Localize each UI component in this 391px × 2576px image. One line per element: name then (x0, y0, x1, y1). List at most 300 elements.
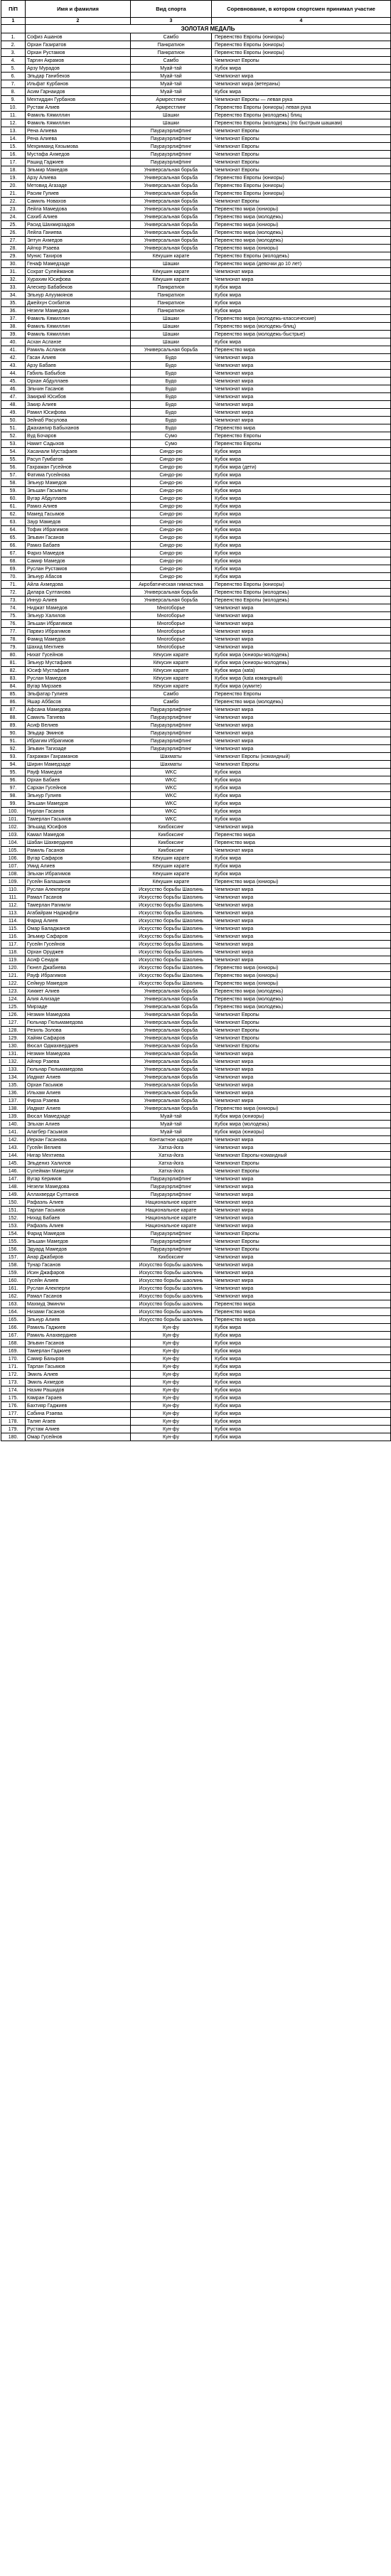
row-number: 89. (1, 722, 26, 729)
table-row (1, 464, 391, 471)
row-athlete-name: Алия Ализаде (26, 995, 131, 1003)
row-competition: Кубок мира (212, 565, 391, 573)
row-number: 78. (1, 636, 26, 643)
row-sport: Универсальная борьба (131, 213, 212, 221)
row-competition: Кубок мира (212, 855, 391, 862)
row-sport: Универсальная борьба (131, 1058, 212, 1066)
row-number: 35. (1, 299, 26, 307)
row-athlete-name: Вуд Бочаров (26, 432, 131, 440)
row-number: 122. (1, 980, 26, 988)
row-number: 72. (1, 589, 26, 597)
table-row (1, 307, 391, 315)
row-athlete-name: Таргин Акрамов (26, 57, 131, 65)
table-row (1, 956, 391, 964)
row-number: 105. (1, 847, 26, 855)
table-row (1, 1316, 391, 1324)
row-competition: Чемпионат мира (212, 1207, 391, 1214)
row-athlete-name: Фамид Мамедов (26, 636, 131, 643)
row-sport: Хатха-йога (131, 1144, 212, 1152)
row-sport: Синдо-рю (131, 550, 212, 557)
row-number: 33. (1, 284, 26, 292)
row-competition: Кубок мира (212, 1371, 391, 1379)
table-row (1, 784, 391, 792)
row-sport: Кун-фу (131, 1355, 212, 1363)
row-athlete-name: Расид Шахмирзадов (26, 221, 131, 229)
row-number: 54. (1, 448, 26, 456)
row-number: 5. (1, 65, 26, 73)
row-competition: Первенство Европы (юниоры) (212, 174, 391, 182)
row-athlete-name: Эдуард Мамедов (26, 1246, 131, 1254)
table-row (1, 1160, 391, 1167)
table-row (1, 675, 391, 683)
table-row (1, 1285, 391, 1293)
row-athlete-name: Вугар Керимов (26, 1175, 131, 1183)
row-number: 180. (1, 1433, 26, 1441)
row-sport: Универсальная борьба (131, 237, 212, 245)
row-sport: Синдо-рю (131, 565, 212, 573)
table-row (1, 972, 391, 980)
row-competition: Кубок мира (кata) (212, 667, 391, 675)
row-sport: Универсальная борьба (131, 1074, 212, 1081)
row-number: 58. (1, 479, 26, 487)
row-athlete-name: Иеркан Гасанова (26, 1136, 131, 1144)
table-row (1, 1105, 391, 1113)
row-sport: Национальное карате (131, 1199, 212, 1207)
row-athlete-name: Эльнур Абасов (26, 573, 131, 581)
row-number: 153. (1, 1222, 26, 1230)
table-row (1, 1097, 391, 1105)
table-row (1, 800, 391, 808)
row-competition: Чемпионат Европы (212, 159, 391, 166)
row-number: 114. (1, 917, 26, 925)
row-athlete-name: Сеймур Мамедов (26, 980, 131, 988)
row-sport: Универсальная борьба (131, 229, 212, 237)
row-number: 53. (1, 440, 26, 448)
row-competition: Кубок мира (юниоры) (212, 1128, 391, 1136)
row-sport: Универсальная борьба (131, 589, 212, 597)
row-number: 56. (1, 464, 26, 471)
row-athlete-name: Вугар Абдуллаев (26, 495, 131, 503)
table-row (1, 690, 391, 698)
table-row (1, 792, 391, 800)
table-row (1, 385, 391, 393)
row-athlete-name: Тофик Ибрагимов (26, 526, 131, 534)
row-number: 22. (1, 198, 26, 205)
row-athlete-name: Мирзаде (26, 1003, 131, 1011)
table-row (1, 831, 391, 839)
row-competition: Кубок мира (212, 534, 391, 542)
row-competition: Кубок мира (212, 518, 391, 526)
row-number: 144. (1, 1152, 26, 1160)
row-athlete-name: Асхан Асланзе (26, 338, 131, 346)
row-competition: Первенство Европы (молодежь) (212, 597, 391, 604)
row-sport: Кун-фу (131, 1379, 212, 1386)
row-sport: Паурауэрлифтинг (131, 1191, 212, 1199)
row-competition: Первенство Европы (молодежь) блиц (212, 112, 391, 119)
row-number: 71. (1, 581, 26, 589)
row-sport: Многоборье (131, 628, 212, 636)
row-number: 145. (1, 1160, 26, 1167)
row-number: 64. (1, 526, 26, 534)
row-sport: Панкратион (131, 299, 212, 307)
table-row (1, 839, 391, 847)
row-athlete-name: Гусейн Велиев (26, 1144, 131, 1152)
row-competition: Чемпионат мира (212, 417, 391, 424)
row-sport: Кикбоксинг (131, 839, 212, 847)
row-competition: Чемпионат мира (212, 1261, 391, 1269)
row-athlete-name: Вюсал Одмахвердиев (26, 1042, 131, 1050)
table-row (1, 1261, 391, 1269)
row-competition: Кубок мира (212, 487, 391, 495)
row-competition: Чемпионат мира (212, 706, 391, 714)
row-number: 40. (1, 338, 26, 346)
row-competition: Первенство мира (молодежь) (212, 229, 391, 237)
row-athlete-name: Рамиль Гасанов (26, 847, 131, 855)
row-competition: Первенство мира (юниоры) (212, 972, 391, 980)
table-row (1, 550, 391, 557)
row-number: 29. (1, 252, 26, 260)
row-athlete-name: Хурахим Юсифова (26, 276, 131, 284)
row-competition: Чемпионат мира (212, 1277, 391, 1285)
row-number: 134. (1, 1074, 26, 1081)
row-number: 44. (1, 370, 26, 378)
table-row (1, 683, 391, 690)
row-number: 154. (1, 1230, 26, 1238)
row-sport: Сумо (131, 440, 212, 448)
row-sport: Универсальная борьба (131, 1097, 212, 1105)
row-number: 137. (1, 1097, 26, 1105)
table-row (1, 393, 391, 401)
row-athlete-name: Лейла Ганиева (26, 229, 131, 237)
row-sport: Паурауэрлифтинг (131, 1238, 212, 1246)
row-number: 55. (1, 456, 26, 464)
row-number: 140. (1, 1121, 26, 1128)
table-row (1, 432, 391, 440)
table-row (1, 503, 391, 511)
row-number: 123. (1, 988, 26, 995)
row-competition: Первенство мира (юниоры) (212, 878, 391, 886)
row-athlete-name: Сабина Рзаева (26, 1410, 131, 1418)
row-athlete-name: Омар Баладжанов (26, 925, 131, 933)
row-competition: Кубок мира (212, 456, 391, 464)
row-sport: Хатха-йога (131, 1167, 212, 1175)
table-row (1, 894, 391, 902)
row-number: 101. (1, 816, 26, 823)
row-sport: Кёкушин карате (131, 862, 212, 870)
row-number: 178. (1, 1418, 26, 1426)
row-sport: Искусство борьбы шаолинь (131, 1261, 212, 1269)
table-row (1, 1347, 391, 1355)
row-number: 50. (1, 417, 26, 424)
row-competition: Чемпионат мира (212, 620, 391, 628)
row-competition: Первенство мира (девочки до 10 лет) (212, 260, 391, 268)
row-sport: Кёкусин карате (131, 683, 212, 690)
row-sport: Паурауэрлифтинг (131, 1230, 212, 1238)
row-competition: Первенство Европы (юниоры) (212, 182, 391, 190)
table-row (1, 323, 391, 331)
row-sport: Синдо-рю (131, 448, 212, 456)
row-number: 41. (1, 346, 26, 354)
row-competition: Кубок мира (212, 557, 391, 565)
row-athlete-name: Рена Алиева (26, 135, 131, 143)
row-competition: Кубок мира (212, 284, 391, 292)
row-sport: Искусство борьбы Шаолинь (131, 894, 212, 902)
table-row (1, 127, 391, 135)
row-sport: Муай-тай (131, 80, 212, 88)
row-competition: Первенство мира (юниоры) (212, 245, 391, 252)
table-row (1, 143, 391, 151)
row-sport: Синдо-рю (131, 471, 212, 479)
row-sport: Будо (131, 409, 212, 417)
header-name: Имя и фамилия (26, 1, 131, 18)
row-number: 107. (1, 862, 26, 870)
row-number: 52. (1, 432, 26, 440)
table-row (1, 1050, 391, 1058)
row-competition: Чемпионат мира (212, 1058, 391, 1066)
row-sport: WKC (131, 816, 212, 823)
row-competition: Кубок мира (молодежь) (212, 1121, 391, 1128)
row-number: 127. (1, 1019, 26, 1027)
row-competition: Чемпионат Европы (212, 151, 391, 159)
table-row (1, 862, 391, 870)
row-athlete-name: Орхан Бабаев (26, 776, 131, 784)
table-row (1, 1011, 391, 1019)
row-athlete-name: Шабан Шахвердиев (26, 839, 131, 847)
row-number: 43. (1, 362, 26, 370)
row-number: 12. (1, 119, 26, 127)
row-athlete-name: Асиф Велиев (26, 722, 131, 729)
row-sport: Кун-фу (131, 1394, 212, 1402)
table-row (1, 1308, 391, 1316)
row-number: 162. (1, 1293, 26, 1300)
row-sport: Шашки (131, 260, 212, 268)
row-athlete-name: Эльдениз Халилов (26, 1160, 131, 1167)
row-competition: Первенство Европы (юниоры) (212, 49, 391, 57)
table-row (1, 198, 391, 205)
row-athlete-name: Ширин Мамедзаде (26, 761, 131, 769)
row-athlete-name: Юсиф Мустафаев (26, 667, 131, 675)
table-row (1, 1386, 391, 1394)
row-sport: Кун-фу (131, 1371, 212, 1379)
table-row (1, 589, 391, 597)
row-athlete-name: Хасанали Мустафаев (26, 448, 131, 456)
row-sport: Паурауэрлифтинг (131, 143, 212, 151)
row-competition: Чемпионат мира (212, 909, 391, 917)
row-athlete-name: Гусейн Гусейнов (26, 941, 131, 948)
table-row (1, 1113, 391, 1121)
row-athlete-name: Рашид Гаджиев (26, 159, 131, 166)
table-row (1, 276, 391, 284)
row-athlete-name: Фамиль Кямиллин (26, 315, 131, 323)
row-athlete-name: Эльхан Алиев (26, 1121, 131, 1128)
row-competition: Чемпионат Европы — левая рука (212, 96, 391, 104)
row-number: 81. (1, 659, 26, 667)
row-sport: Кёкушин карате (131, 870, 212, 878)
row-sport: Самбо (131, 33, 212, 41)
table-row (1, 213, 391, 221)
row-sport: Искусство борьбы шаолинь (131, 1285, 212, 1293)
row-number: 45. (1, 378, 26, 385)
row-competition: Кубок мира (212, 1433, 391, 1441)
row-competition: Кубок мира (212, 816, 391, 823)
index-3: 3 (131, 18, 212, 25)
row-sport: Искусство борьбы шаолинь (131, 1308, 212, 1316)
row-number: 113. (1, 909, 26, 917)
table-row (1, 1340, 391, 1347)
row-athlete-name: Эльшан Мамедов (26, 1238, 131, 1246)
row-number: 76. (1, 620, 26, 628)
row-competition: Кубок мира (212, 65, 391, 73)
row-number: 128. (1, 1027, 26, 1035)
row-competition: Чемпионат мира (212, 714, 391, 722)
row-sport: Муай-тай (131, 1113, 212, 1121)
row-number: 31. (1, 268, 26, 276)
row-number: 7. (1, 80, 26, 88)
row-athlete-name: Эльшан Ибрагимов (26, 620, 131, 628)
row-sport: Шашки (131, 323, 212, 331)
row-athlete-name: Незмин Мамедова (26, 1011, 131, 1019)
row-athlete-name: Тамерлан Рагимли (26, 902, 131, 909)
table-row (1, 557, 391, 565)
row-number: 60. (1, 495, 26, 503)
table-row (1, 1167, 391, 1175)
row-sport: Универсальная борьба (131, 190, 212, 198)
table-row (1, 424, 391, 432)
table-row (1, 597, 391, 604)
row-number: 62. (1, 511, 26, 518)
row-athlete-name: Алескер Бабабеков (26, 284, 131, 292)
row-number: 36. (1, 307, 26, 315)
row-number: 96. (1, 776, 26, 784)
row-number: 98. (1, 792, 26, 800)
row-athlete-name: Самиль Тагиева (26, 714, 131, 722)
row-athlete-name: Эльнур Мамедов (26, 479, 131, 487)
table-row (1, 190, 391, 198)
row-number: 126. (1, 1011, 26, 1019)
row-number: 74. (1, 604, 26, 612)
row-number: 66. (1, 542, 26, 550)
row-athlete-name: Рамал Гасанов (26, 894, 131, 902)
row-sport: Самбо (131, 57, 212, 65)
index-1: 1 (1, 18, 26, 25)
row-athlete-name: Рафаэль Алиев (26, 1222, 131, 1230)
row-sport: Муай-тай (131, 88, 212, 96)
row-sport: Шашки (131, 338, 212, 346)
row-athlete-name: Рамиз Алиев (26, 503, 131, 511)
row-number: 69. (1, 565, 26, 573)
row-sport: Универсальная борьба (131, 1019, 212, 1027)
row-athlete-name: Нурлан Гасанов (26, 808, 131, 816)
row-sport: Шашки (131, 331, 212, 338)
table-row (1, 73, 391, 80)
row-athlete-name: Исин Джафаров (26, 1269, 131, 1277)
row-sport: Искусство борьбы Шаолинь (131, 980, 212, 988)
row-sport: Будо (131, 424, 212, 432)
row-athlete-name: Вугар Мирзаев (26, 683, 131, 690)
row-number: 67. (1, 550, 26, 557)
row-athlete-name: Мехтиддин Гурбанов (26, 96, 131, 104)
table-row (1, 354, 391, 362)
row-number: 160. (1, 1277, 26, 1285)
index-4: 4 (212, 18, 391, 25)
row-competition: Чемпионат Европы (212, 1027, 391, 1035)
row-athlete-name: Эльхан Ибрагимов (26, 870, 131, 878)
row-sport: Кун-фу (131, 1410, 212, 1418)
table-row (1, 722, 391, 729)
row-athlete-name: Эльшан Мамедов (26, 800, 131, 808)
row-competition: Чемпионат мира (212, 925, 391, 933)
row-number: 115. (1, 925, 26, 933)
row-competition: Чемпионат мира (212, 1254, 391, 1261)
row-sport: Универсальная борьба (131, 1027, 212, 1035)
row-athlete-name: Умид Алиев (26, 862, 131, 870)
row-competition: Первенство Европы (молодежь) (по быстрым шашкам) (212, 119, 391, 127)
row-competition: Первенство Европы (212, 432, 391, 440)
row-number: 131. (1, 1050, 26, 1058)
row-athlete-name: Гахраман Гусейнов (26, 464, 131, 471)
row-number: 15. (1, 143, 26, 151)
row-competition: Чемпионат мира (212, 1222, 391, 1230)
row-athlete-name: Самир Бахыров (26, 1355, 131, 1363)
row-competition: Кубок мира (212, 1340, 391, 1347)
row-competition: Первенство мира (212, 1300, 391, 1308)
row-sport: Кун-фу (131, 1426, 212, 1433)
row-number: 111. (1, 894, 26, 902)
row-sport: Панкратион (131, 41, 212, 49)
row-number: 176. (1, 1402, 26, 1410)
row-athlete-name: Рамиль Гаджиев (26, 1324, 131, 1332)
row-sport: Искусство борьбы Шаолинь (131, 909, 212, 917)
table-row (1, 135, 391, 143)
row-number: 57. (1, 471, 26, 479)
row-sport: WKC (131, 792, 212, 800)
table-row (1, 245, 391, 252)
row-competition: Чемпионат мира (212, 729, 391, 737)
row-sport: WKC (131, 800, 212, 808)
row-sport: Кун-фу (131, 1332, 212, 1340)
row-competition: Первенство мира (212, 831, 391, 839)
row-sport: Универсальная борьба (131, 995, 212, 1003)
row-competition: Чемпионат Европы (212, 57, 391, 65)
row-competition: Чемпионат мира (212, 628, 391, 636)
table-row (1, 182, 391, 190)
table-row (1, 612, 391, 620)
row-competition: Кубок мира (212, 776, 391, 784)
row-competition: Первенство мира (юниоры) (212, 980, 391, 988)
table-row (1, 205, 391, 213)
row-number: 136. (1, 1089, 26, 1097)
row-competition: Чемпионат Европы (командный) (212, 753, 391, 761)
row-sport: Кёкусин карате (131, 651, 212, 659)
row-number: 169. (1, 1347, 26, 1355)
row-sport: Универсальная борьба (131, 1042, 212, 1050)
index-row (1, 18, 391, 25)
table-row (1, 1379, 391, 1386)
row-number: 165. (1, 1316, 26, 1324)
row-competition: Чемпионат мира (212, 1074, 391, 1081)
table-row (1, 714, 391, 722)
row-number: 11. (1, 112, 26, 119)
row-athlete-name: Эльшад Юсифов (26, 823, 131, 831)
row-number: 168. (1, 1340, 26, 1347)
row-number: 106. (1, 855, 26, 862)
row-competition: Чемпионат мира (212, 370, 391, 378)
row-athlete-name: Сохрат Сулейманов (26, 268, 131, 276)
table-row (1, 1371, 391, 1379)
row-competition: Первенство мира (212, 839, 391, 847)
row-sport: Кун-фу (131, 1324, 212, 1332)
row-sport: Кун-фу (131, 1418, 212, 1426)
